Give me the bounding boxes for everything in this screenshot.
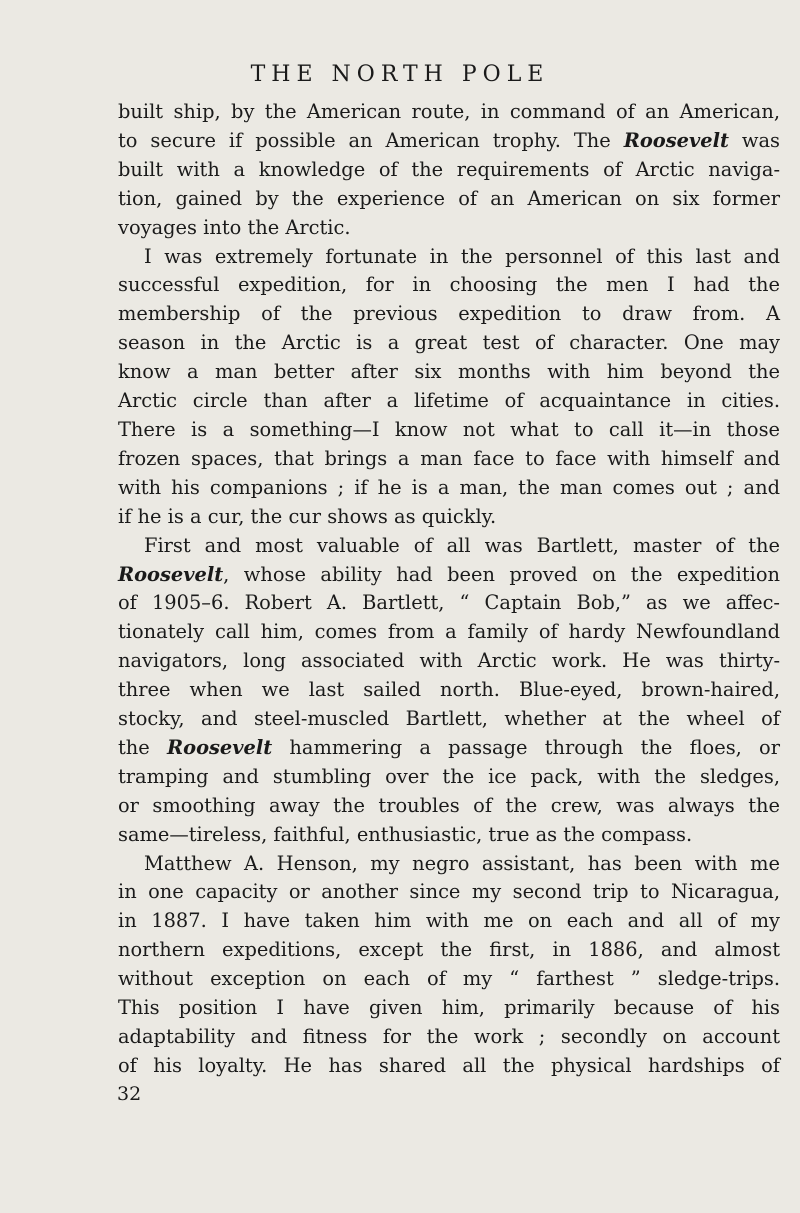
text-run: tramping and stumbling over the ice pack, with the sledges, [118,764,780,788]
text-line [118,358,780,387]
text-run: with his companions ; if he is a man, the man comes out ; and [118,475,780,499]
text-run: successful expedition, for in choosing the men I had the [118,273,780,297]
text-run: of 1905–6. Robert A. Bartlett, “ Captain Bob,” as we affec- [118,591,780,615]
text-line [118,763,780,792]
text-line [118,561,780,590]
text-line [118,156,780,185]
text-line [118,965,780,994]
text-line [118,936,780,965]
text-run: built with a knowledge of the requirements of Arctic naviga- [118,157,780,181]
text-run: frozen spaces, that brings a man face to face with himself and [118,446,780,470]
ship-name: Roosevelt [118,562,224,586]
text-run: Arctic circle than after a lifetime of acquaintance in cities. [118,389,780,413]
text-run: First and most valuable of all was Bartlett, master of the [144,533,780,557]
text-line [118,243,780,272]
text-run: was [728,128,780,152]
text-line [118,98,780,127]
text-run: Matthew A. Henson, my negro assistant, has been with me [144,851,780,875]
text-line [118,734,780,763]
text-run: membership of the previous expedition to draw from. A [118,302,780,326]
text-run: in one capacity or another since my second trip to Nicaragua, [118,880,780,904]
text-run: if he is a cur, the cur shows as quickly. [118,504,497,528]
ship-name: Roosevelt [167,735,273,759]
text-line [118,994,780,1023]
text-line [118,127,780,156]
text-line [118,300,780,329]
text-line [118,792,780,821]
text-run: northern expeditions, except the first, in 1886, and almost [118,938,780,962]
text-line [118,387,780,416]
text-run: three when we last sailed north. Blue-eyed, brown-haired, [118,678,780,702]
text-run: tion, gained by the experience of an American on six former [118,186,780,210]
text-run: There is a something—I know not what to call it—in those [118,417,780,441]
text-line [118,329,780,358]
page-number: 32 [117,1083,142,1105]
text-line [118,850,780,879]
text-line [118,416,780,445]
text-run: same—tireless, faithful, enthusiastic, true as the compass. [118,822,693,846]
text-run: navigators, long associated with Arctic work. He was thirty- [118,649,780,673]
text-line [118,907,780,936]
text-line [118,589,780,618]
text-run: season in the Arctic is a great test of character. One may [118,331,780,355]
text-run: , whose ability had been proved on the expedition [223,562,780,586]
text-run: voyages into the Arctic. [118,215,351,239]
text-line [118,618,780,647]
text-line [118,705,780,734]
text-run: I was extremely fortunate in the personnel of this last and [144,244,780,268]
text-line [118,185,780,214]
text-run: hammering a passage through the floes, or [272,735,780,759]
text-run: know a man better after six months with him beyond the [118,360,780,384]
text-line [118,821,780,850]
text-line [118,445,780,474]
text-run: built ship, by the American route, in command of an American, [118,100,780,123]
text-line [118,878,780,907]
text-line [118,647,780,676]
text-run: tionately call him, comes from a family of hardy Newfoundland [118,620,780,644]
text-line [118,271,780,300]
text-run: to secure if possible an American trophy. The [118,128,624,152]
text-line [118,474,780,503]
text-run: stocky, and steel-muscled Bartlett, whether at the wheel of [118,707,780,731]
text-line [118,532,780,561]
text-line [118,503,780,532]
text-run: in 1887. I have taken him with me on each and all of my [118,909,780,933]
running-head: THE NORTH POLE [250,62,550,87]
text-run: This position I have given him, primarily because of his [118,996,780,1020]
text-run: without exception on each of my “ farthest ” sledge-trips. [118,967,780,991]
text-run: or smoothing away the troubles of the crew, was always the [118,793,780,817]
body-text [118,98,780,1081]
text-line [118,676,780,705]
ship-name: Roosevelt [623,128,729,152]
text-run: adaptability and fitness for the work ; secondly on account [118,1025,780,1048]
text-line [118,1023,780,1052]
text-line [118,1052,780,1081]
text-line [118,214,780,243]
text-run: of his loyalty. He has shared all the physical hardships of [118,1053,780,1077]
text-run: the [118,735,168,759]
